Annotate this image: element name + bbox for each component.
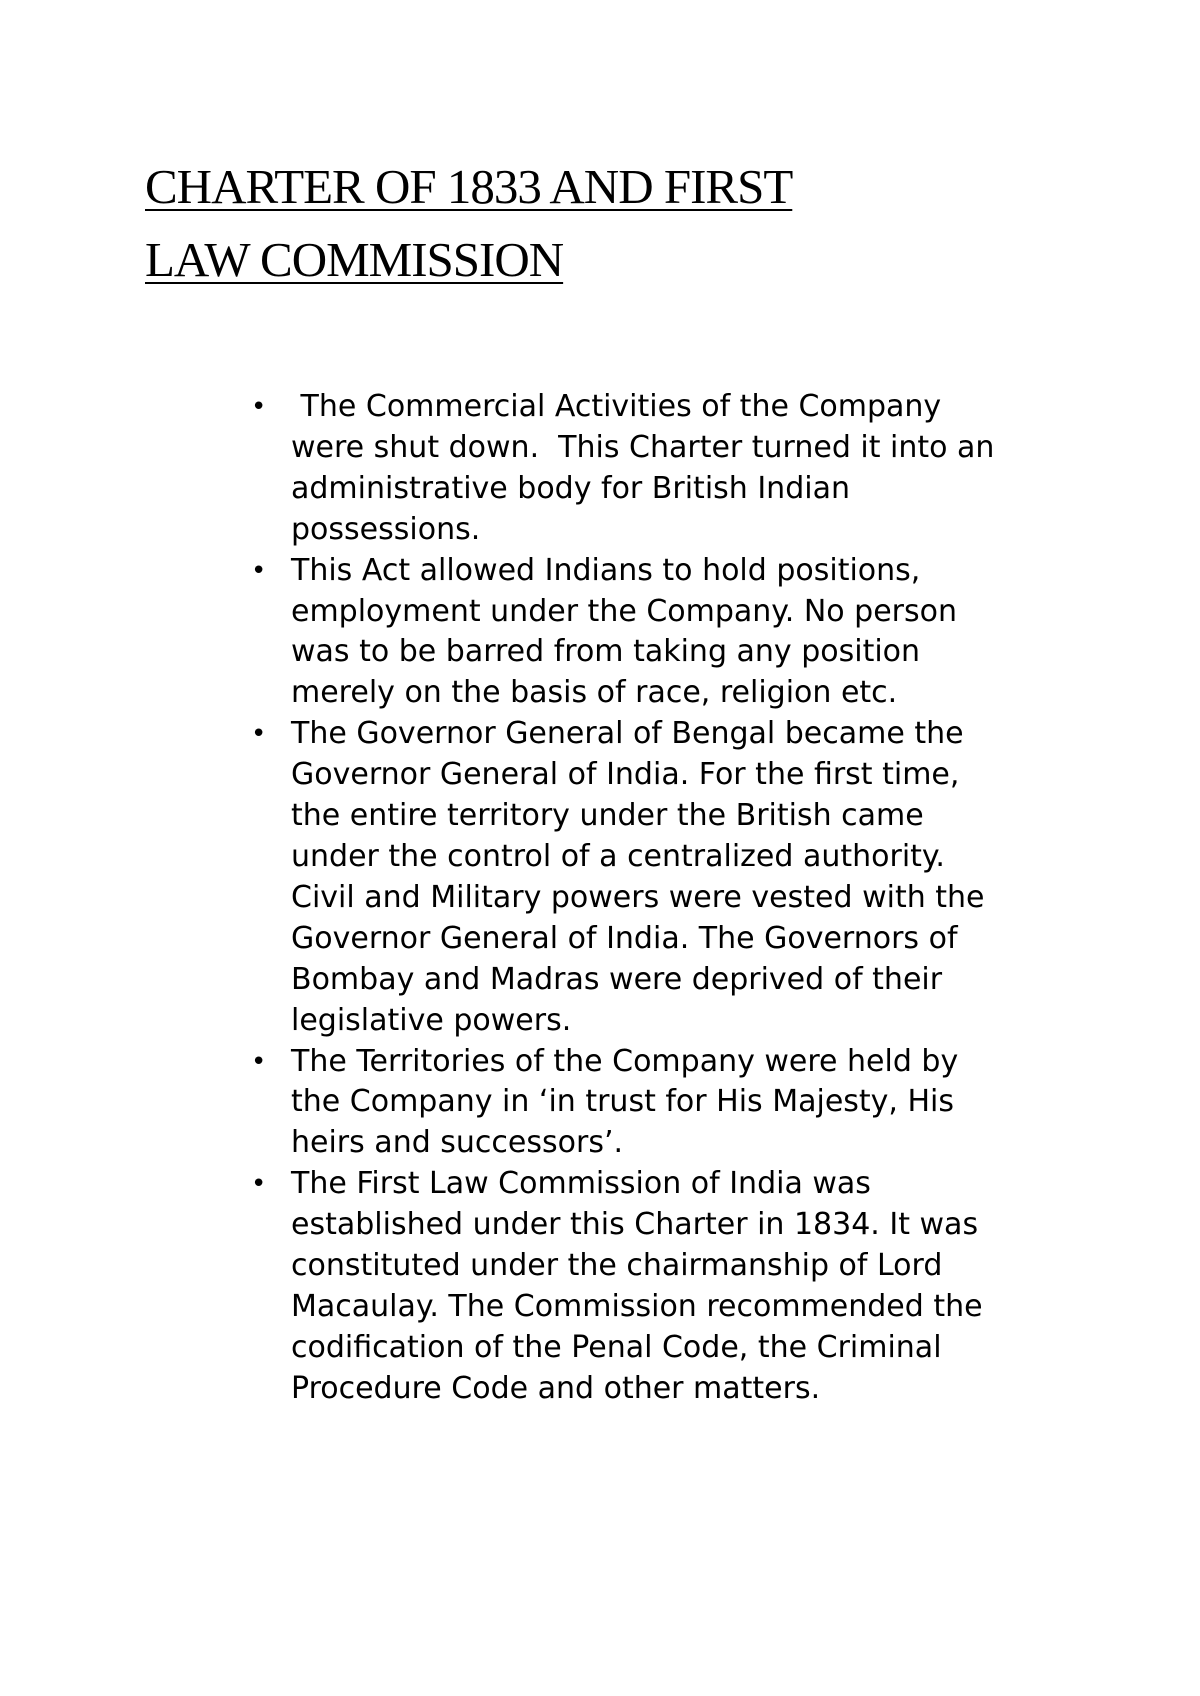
bullet-item-governor-general bbox=[0, 714, 1081, 1041]
bullet-text-line: constituted under the chairmanship of Lord bbox=[291, 1248, 943, 1284]
bullet-text-line: merely on the basis of race, religion etc. bbox=[291, 675, 898, 711]
bullet-text-line: Governor General of India. For the first time, bbox=[291, 757, 960, 793]
bullet-text-line: were shut down. This Charter turned it into an bbox=[291, 429, 995, 465]
bullet-text-line: legislative powers. bbox=[291, 1002, 572, 1038]
document-title bbox=[145, 150, 1045, 296]
bullet-item-first-law-commission bbox=[0, 1164, 1081, 1409]
bullet-text-line: The Commercial Activities of the Company bbox=[291, 389, 942, 424]
bullet-icon: • bbox=[251, 1046, 267, 1077]
bullet-text-line: Civil and Military powers were vested with the bbox=[291, 879, 985, 915]
bullet-text-line: The Territories of the Company were held by bbox=[291, 1043, 959, 1079]
bullet-text-line: possessions. bbox=[291, 511, 481, 547]
bullet-text-line: the Company in ‘in trust for His Majesty, His bbox=[291, 1084, 955, 1120]
bullet-text-line: Procedure Code and other matters. bbox=[291, 1370, 821, 1406]
bullet-text-line: employment under the Company. No person bbox=[291, 593, 958, 629]
title-line: CHARTER OF 1833 AND FIRST bbox=[145, 159, 793, 214]
bullet-item-indian-employment bbox=[0, 551, 1081, 715]
bullet-text-line: This Act allowed Indians to hold positions, bbox=[291, 552, 921, 588]
bullet-icon: • bbox=[251, 1169, 267, 1200]
bullet-text-line: The First Law Commission of India was bbox=[291, 1166, 871, 1202]
bullet-text-line: the entire territory under the British came bbox=[291, 798, 924, 834]
bullet-text-line: Bombay and Madras were deprived of their bbox=[291, 961, 943, 997]
bullet-icon: • bbox=[251, 719, 267, 750]
bullet-text-line: Governor General of India. The Governors of bbox=[291, 920, 958, 956]
bullet-text-line: was to be barred from taking any position bbox=[291, 634, 921, 670]
bullet-item-territories-in-trust bbox=[0, 1042, 1081, 1165]
bullet-list bbox=[0, 387, 1200, 1410]
bullet-icon: • bbox=[251, 392, 267, 422]
title-line: LAW COMMISSION bbox=[145, 232, 564, 287]
bullet-text-line: under the control of a centralized authority. bbox=[291, 838, 945, 874]
bullet-text-line: administrative body for British Indian bbox=[291, 470, 850, 506]
bullet-text-line: codification of the Penal Code, the Criminal bbox=[291, 1329, 942, 1365]
bullet-text-line: established under this Charter in 1834. It was bbox=[291, 1207, 979, 1243]
bullet-item-commercial-activities bbox=[0, 387, 1081, 551]
bullet-text-line: heirs and successors’. bbox=[291, 1125, 624, 1161]
bullet-icon: • bbox=[251, 555, 267, 586]
bullet-text-line: Macaulay. The Commission recommended the bbox=[291, 1288, 983, 1324]
bullet-text-line: The Governor General of Bengal became the bbox=[291, 716, 964, 752]
